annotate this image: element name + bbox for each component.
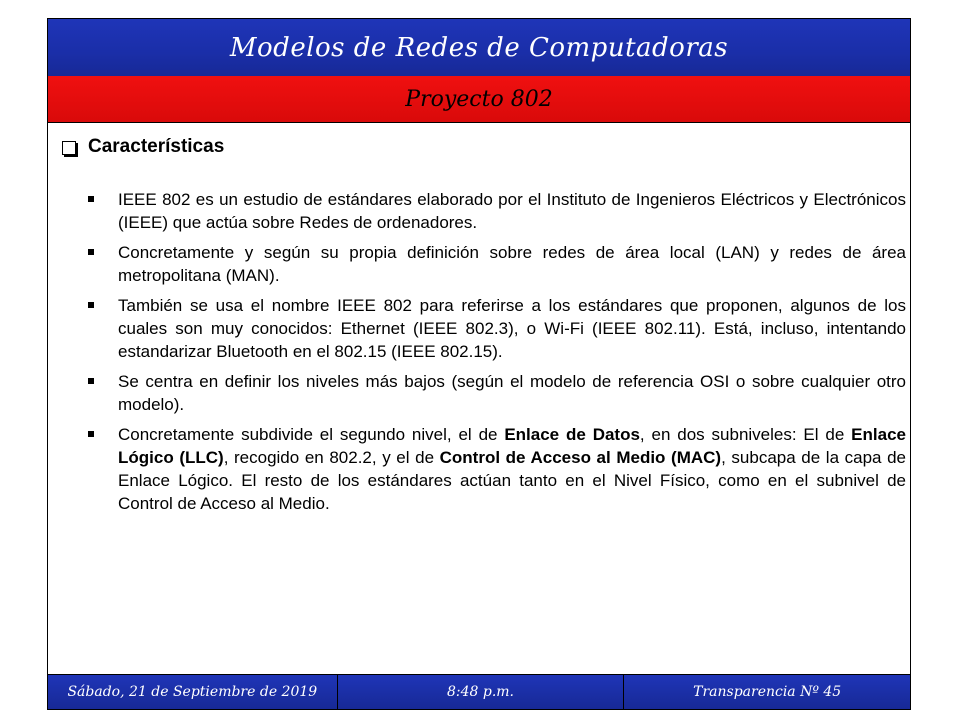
- bullet-text: Se centra en definir los niveles más bajos (según el modelo de referencia OSI o sobre cualquier otro modelo).: [118, 372, 906, 414]
- bullet-text: , en dos subniveles: El de: [639, 425, 852, 444]
- bullet-text: También se usa el nombre IEEE 802 para referirse a los estándares que proponen, algunos de los cuales son muy conocidos: Ethernet (IEEE 802.3), o Wi-Fi (IEEE 802.11). Está, incluso, intentando estandarizar Bluetooth en el 802.15 (IEEE 802.15).: [118, 296, 906, 361]
- bullet-text: Concretamente subdivide el segundo nivel, el de: [118, 425, 505, 444]
- footer-date-text: Sábado, 21 de Septiembre de 2019: [67, 684, 318, 700]
- section-heading-text: Características: [88, 136, 225, 157]
- subtitle-band: [48, 76, 910, 123]
- footer-slide-text: Transparencia Nº 45: [693, 684, 842, 700]
- slide-content: [48, 122, 910, 676]
- bullet-bold-text: Enlace de Datos: [504, 425, 640, 444]
- section-heading: [62, 136, 224, 158]
- footer-time: [338, 675, 625, 709]
- bullet-text: , recogido en 802.2, y el de: [223, 448, 440, 467]
- bullet-text: IEEE 802 es un estudio de estándares elaborado por el Instituto de Ingenieros Eléctricos y Electrónicos (IEEE) que actúa sobre Redes de ordenadores.: [118, 190, 906, 232]
- bullet-item: [88, 423, 906, 515]
- bullet-list: [88, 188, 906, 522]
- bullet-bold-text: Control de Acceso al Medio (MAC): [439, 448, 722, 467]
- footer-time-text: 8:48 p.m.: [446, 684, 514, 700]
- slide-frame: [47, 18, 911, 710]
- bullet-item: [88, 370, 906, 416]
- slide-title: Modelos de Redes de Computadoras: [229, 32, 729, 63]
- slide-subtitle: Proyecto 802: [405, 86, 553, 112]
- footer-date: [48, 675, 338, 709]
- bullet-item: [88, 241, 906, 287]
- title-band: [48, 19, 910, 77]
- bullet-item: [88, 188, 906, 234]
- footer-slide-number: [624, 675, 910, 709]
- bullet-text: Concretamente y según su propia definición sobre redes de área local (LAN) y redes de área metropolitana (MAN).: [118, 243, 906, 285]
- bullet-text: , subcapa de la capa de Enlace Lógico. El resto de los estándares actúan tanto en el Nivel Físico, como en el subnivel de Control de Acceso al Medio.: [118, 448, 907, 513]
- bullet-item: [88, 294, 906, 363]
- footer: [48, 674, 910, 709]
- bullet-bold-text: Enlace Lógico (LLC): [118, 425, 906, 467]
- checkbox-bullet-icon: [62, 141, 76, 155]
